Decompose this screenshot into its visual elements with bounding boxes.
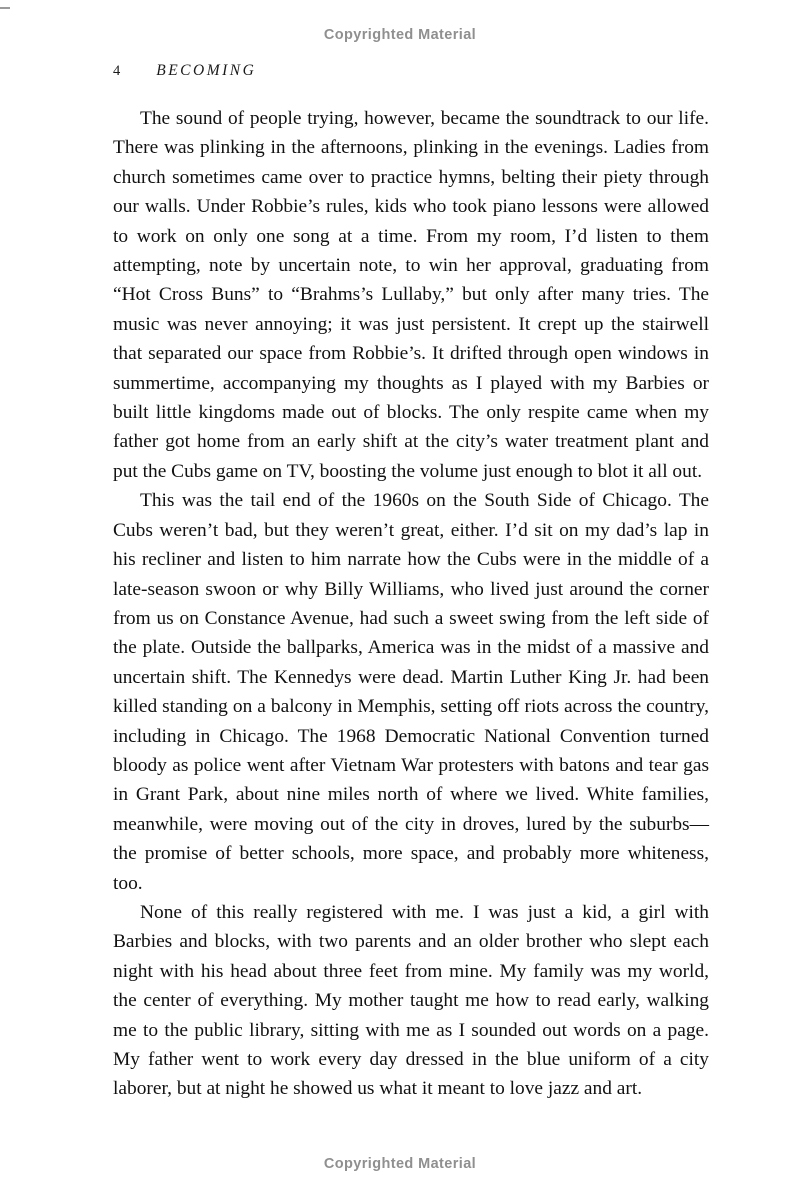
paragraph-2: This was the tail end of the 1960s on the South Side of Chicago. The Cubs weren’t bad, but they weren’t great, either. I’d sit on my dad’s lap in his recliner and listen to him narrate how the Cubs were in the middle of a late-season swoon or why Billy Williams, who lived just around the corner from us on Constance Avenue, had such a sweet swing from the left side of the plate. Outside the ballparks, America was in the midst of a massive and uncertain shift. The Kennedys were dead. Martin Luther King Jr. had been killed standing on a balcony in Memphis, setting off riots across the country, including in Chicago. The 1968 Democratic National Convention turned bloody as police went after Vietnam War protesters with batons and tear gas in Grant Park, about nine miles north of where we lived. White families, meanwhile, were moving out of the city in droves, lured by the suburbs—the promise of better schools, more space, and probably more whiteness, too. [113, 490, 709, 894]
page-number: 4 [113, 63, 121, 79]
page-header [113, 62, 709, 80]
copyright-notice-bottom: Copyrighted Material [323, 1156, 477, 1172]
copyright-notice-top: Copyrighted Material [323, 27, 477, 43]
paragraph-1: The sound of people trying, however, became the soundtrack to our life. There was plinking in the afternoons, plinking in the evenings. Ladies from church sometimes came over to practice hymns, belting their piety through our walls. Under Robbie’s rules, kids who took piano lessons were allowed to work on only one song at a time. From my room, I’d listen to them attempting, note by uncertain note, to win her approval, graduating from “Hot Cross Buns” to “Brahms’s Lullaby,” but only after many tries. The music was never annoying; it was just persistent. It crept up the stairwell that separated our space from Robbie’s. It drifted through open windows in summertime, accompanying my thoughts as I played with my Barbies or built little kingdoms made out of blocks. The only respite came when my father got home from an early shift at the city’s water treatment plant and put the Cubs game on TV, boosting the volume just enough to blot it all out. [113, 108, 709, 482]
scan-edge-artifact [0, 7, 10, 9]
page-body [113, 104, 709, 1104]
paragraph-3: None of this really registered with me. I was just a kid, a girl with Barbies and blocks, with two parents and an older brother who slept each night with his head about three feet from mine. My family was my world, the center of everything. My mother taught me how to read early, walking me to the public library, sitting with me as I sounded out words on a page. My father went to work every day dressed in the blue uniform of a city laborer, but at night he showed us what it meant to love jazz and art. [113, 901, 709, 1100]
book-title: BECOMING [156, 62, 257, 79]
